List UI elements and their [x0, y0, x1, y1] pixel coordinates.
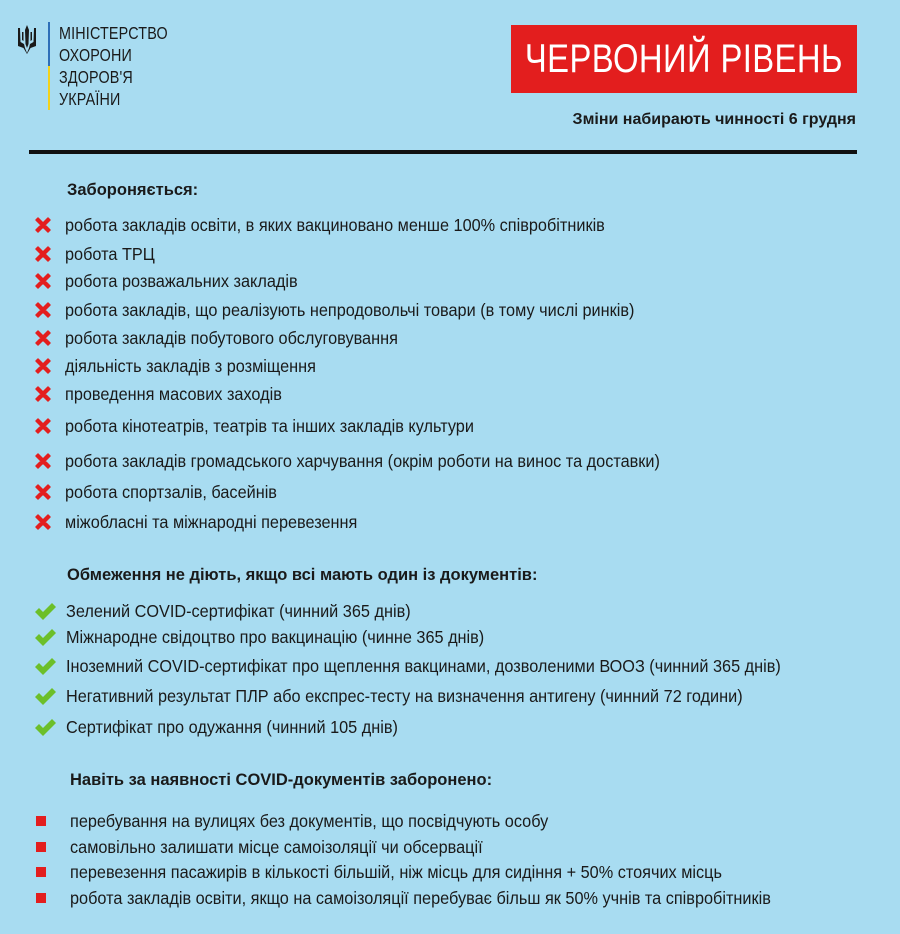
exception-item [33, 714, 423, 740]
exception-item [33, 598, 437, 624]
prohibited-item-text: робота ТРЦ [65, 243, 155, 264]
exception-item [33, 683, 794, 709]
prohibited-item-text: робота закладів громадського харчування (окрім роботи на винос та доставки) [65, 450, 660, 471]
x-mark-icon [33, 384, 53, 404]
still-prohibited-item-text: самовільно залишати місце самоізоляції чи обсервації [70, 836, 483, 857]
exception-item-text: Міжнародне свідоцтво про вакцинацію (чинне 365 днів) [66, 626, 485, 647]
ministry-name-line: ЗДОРОВ'Я [59, 67, 133, 87]
still-prohibited-item [33, 885, 824, 911]
x-mark-icon [33, 271, 53, 291]
prohibited-item [33, 479, 293, 505]
prohibited-item-text: робота кінотеатрів, театрів та інших закладів культури [65, 415, 474, 436]
ministry-logo [16, 22, 192, 110]
prohibited-item [33, 268, 315, 294]
still-prohibited-section-title: Навіть за наявності COVID-документів заборонено: [70, 771, 493, 789]
x-mark-icon [33, 356, 53, 376]
ministry-name-line: МІНІСТЕРСТВО [59, 23, 168, 43]
still-prohibited-item-text: перебування на вулицях без документів, що посвідчують особу [70, 810, 549, 831]
exception-item [33, 653, 835, 679]
exception-item-text: Сертифікат про одужання (чинний 105 днів) [66, 716, 398, 737]
logo-divider [48, 22, 50, 110]
square-bullet-icon [36, 816, 46, 826]
square-bullet-icon [36, 842, 46, 852]
prohibited-item-text: робота закладів побутового обслуговування [65, 327, 398, 348]
trident-icon [16, 24, 38, 54]
prohibited-item-text: робота закладів освіти, в яких вакциновано менше 100% співробітників [65, 214, 605, 235]
prohibited-item [33, 353, 335, 379]
prohibited-item-text: міжобласні та міжнародні перевезення [65, 511, 358, 532]
check-mark-icon [33, 601, 57, 621]
x-mark-icon [33, 416, 53, 436]
prohibited-item-text: робота спортзалів, басейнів [65, 481, 277, 502]
still-prohibited-item-text: робота закладів освіти, якщо на самоізоляції перебуває більш як 50% учнів та співробітників [70, 887, 771, 908]
exceptions-section-title: Обмеження не діють, якщо всі мають один із документів: [67, 566, 538, 584]
check-mark-icon [33, 627, 57, 647]
x-mark-icon [33, 244, 53, 264]
x-mark-icon [33, 451, 53, 471]
x-mark-icon [33, 512, 53, 532]
still-prohibited-item-text: перевезення пасажирів в кількості більшій, ніж місць для сидіння + 50% стоячих місць [70, 861, 722, 882]
red-level-badge [511, 25, 857, 93]
x-mark-icon [33, 482, 53, 502]
square-bullet-icon [36, 867, 46, 877]
x-mark-icon [33, 215, 53, 235]
x-mark-icon [33, 328, 53, 348]
prohibited-item [33, 381, 298, 407]
prohibited-section-title: Забороняється: [67, 181, 199, 199]
exception-item-text: Негативний результат ПЛР або експрес-тесту на визначення антигену (чинний 72 години) [66, 685, 743, 706]
square-bullet-icon [36, 893, 46, 903]
check-mark-icon [33, 656, 57, 676]
check-mark-icon [33, 717, 57, 737]
exception-item-text: Іноземний COVID-сертифікат про щеплення вакцинами, дозволеними ВООЗ (чинний 365 днів) [66, 655, 781, 676]
x-mark-icon [33, 300, 53, 320]
still-prohibited-item [33, 859, 771, 885]
prohibited-item-text: робота закладів, що реалізують непродовольчі товари (в тому числі ринків) [65, 299, 635, 320]
exception-item-text: Зелений COVID-сертифікат (чинний 365 днів) [66, 600, 411, 621]
still-prohibited-item [33, 834, 514, 860]
prohibited-item-text: діяльність закладів з розміщення [65, 355, 316, 376]
exception-item [33, 624, 516, 650]
prohibited-item [33, 325, 423, 351]
prohibited-item [33, 448, 705, 474]
prohibited-item-text: проведення масових заходів [65, 383, 282, 404]
prohibited-item [33, 297, 677, 323]
prohibited-item-text: робота розважальних закладів [65, 270, 298, 291]
ministry-name [59, 22, 168, 110]
still-prohibited-item [33, 808, 584, 834]
level-badge-label: ЧЕРВОНИЙ РІВЕНЬ [525, 36, 843, 81]
prohibited-item [33, 509, 379, 535]
effective-date-note: Зміни набирають чинності 6 грудня [572, 111, 856, 128]
ministry-name-line: ОХОРОНИ [59, 45, 133, 65]
check-mark-icon [33, 686, 57, 706]
prohibited-item [33, 241, 162, 267]
ministry-name-line: УКРАЇНИ [59, 89, 121, 109]
header-divider [29, 150, 857, 154]
prohibited-item [33, 212, 645, 238]
prohibited-item [33, 413, 505, 439]
